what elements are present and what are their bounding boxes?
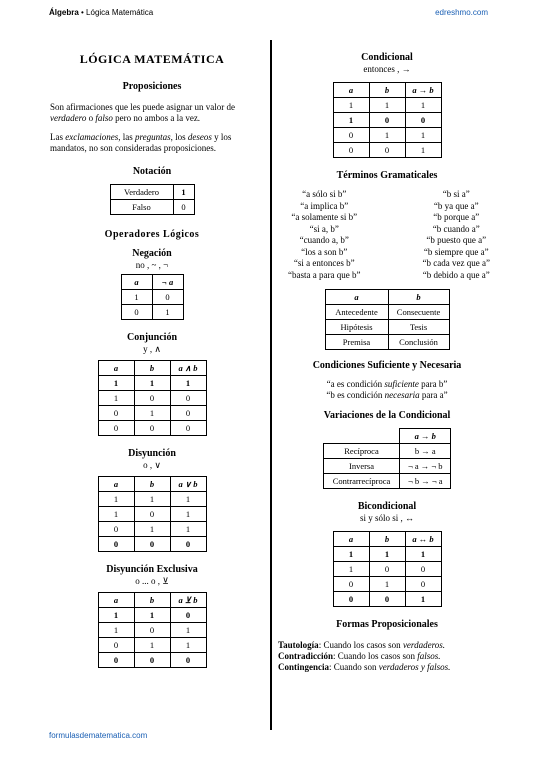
bicondicional-symbols: si y sólo si , ↔ bbox=[359, 513, 414, 523]
negacion-symbols: no , ~ , ¬ bbox=[135, 260, 169, 270]
contradiccion-line: Contradicción: Cuando los casos son falsos. bbox=[278, 651, 441, 661]
formas-heading: Formas Proposicionales bbox=[336, 619, 438, 630]
operadores-heading: Operadores Lógicos bbox=[104, 229, 200, 240]
tautologia-line: Tautología: Cuando los casos son verdaderos. bbox=[278, 640, 446, 650]
terminos-right-column: “b si a” “b ya que a” “b porque a” “b cuando a” “b puesto que a” “b siempre que a” “b cada vez que a” “b debido a que a” bbox=[422, 189, 490, 280]
notacion-table: Verdadero 1 Falso 0 bbox=[110, 184, 195, 215]
disyuncion-exclusiva-symbols: o ... o , ⊻ bbox=[135, 576, 169, 586]
antecedente-consecuente-table: a b Antecedente Consecuente Hipótesis Tesis Premisa Conclusión bbox=[325, 289, 450, 350]
terminos-list bbox=[288, 189, 490, 281]
conjuncion-heading: Conjunción bbox=[126, 332, 177, 343]
disyuncion-heading: Disyunción bbox=[128, 448, 176, 459]
left-column bbox=[44, 48, 260, 668]
proposiciones-definition: Son afirmaciones que les puede asignar un valor de verdadero o falso pero no ambos a la vez. bbox=[50, 102, 235, 123]
condicional-heading: Condicional bbox=[361, 52, 413, 63]
notacion-heading: Notación bbox=[132, 166, 172, 177]
header-subject: Álgebra • Lógica Matemática bbox=[49, 8, 154, 17]
variaciones-table: a → b Recíproca b → a Inversa ¬ a → ¬ b Contrarrecíproca ¬ b → ¬ a bbox=[323, 428, 452, 489]
formas-list bbox=[278, 640, 496, 673]
condicional-symbols: entonces , → bbox=[363, 64, 411, 74]
bicondicional-table: a b a ↔ b 1 1 1 1 0 0 0 1 0 0 0 1 bbox=[333, 531, 442, 607]
disyuncion-table: a b a ∨ b 1 1 1 1 0 1 0 1 1 0 0 0 bbox=[98, 476, 207, 552]
right-column bbox=[278, 48, 496, 673]
condicional-table: a b a → b 1 1 1 1 0 0 0 1 1 0 0 1 bbox=[333, 82, 442, 158]
disyuncion-exclusiva-heading: Disyunción Exclusiva bbox=[106, 564, 198, 575]
negacion-heading: Negación bbox=[132, 248, 172, 259]
variaciones-heading: Variaciones de la Condicional bbox=[323, 410, 451, 421]
terminos-heading: Términos Gramaticales bbox=[336, 170, 438, 181]
proposiciones-note: Las exclamaciones, las preguntas, los deseos y los mandatos, no son consideradas proposiciones. bbox=[50, 132, 232, 153]
negacion-table: a ¬ a 1 0 0 1 bbox=[121, 274, 184, 320]
column-divider bbox=[270, 40, 272, 730]
disyuncion-exclusiva-table: a b a ⊻ b 1 1 0 1 0 1 0 1 1 0 0 0 bbox=[98, 592, 207, 668]
footer-site-link[interactable]: formulasdematematica.com bbox=[49, 731, 148, 740]
header-site-link[interactable]: edreshmo.com bbox=[435, 8, 488, 17]
contingencia-line: Contingencia: Cuando son verdaderos y falsos. bbox=[278, 662, 451, 672]
conjuncion-table: a b a ∧ b 1 1 1 1 0 0 0 1 0 0 0 0 bbox=[98, 360, 207, 436]
terminos-left-column: “a sólo si b” “a implica b” “a solamente si b” “si a, b” “cuando a, b” “los a son b” “si a entonces b” “basta a para que b” bbox=[288, 189, 361, 280]
suficiente-necesaria-heading: Condiciones Suficiente y Necesaria bbox=[312, 360, 462, 371]
bicondicional-heading: Bicondicional bbox=[357, 501, 417, 512]
disyuncion-symbols: o , ∨ bbox=[143, 460, 161, 470]
conjuncion-symbols: y , ∧ bbox=[143, 344, 161, 354]
suficiente-necesaria-text: “a es condición suficiente para b” “b es condición necesaria para a” bbox=[326, 379, 448, 400]
page-title: LÓGICA MATEMÁTICA bbox=[79, 52, 225, 66]
proposiciones-heading: Proposiciones bbox=[122, 81, 182, 92]
